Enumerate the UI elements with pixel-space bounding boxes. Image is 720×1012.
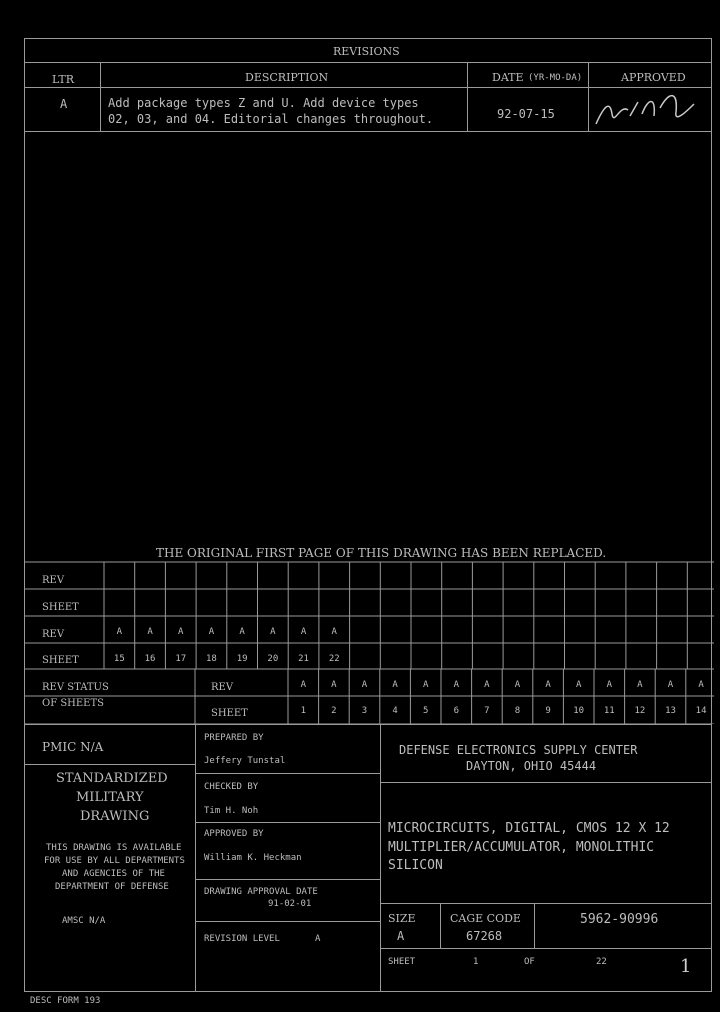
revisions-header: REVISIONS [333,45,400,58]
revision-level: A [315,934,321,944]
agency-name: DEFENSE ELECTRONICS SUPPLY CENTER [399,743,638,757]
lower-rev-cell: A [239,627,245,637]
amsc-label: AMSC N/A [62,916,106,926]
upper-rev-label: REV [42,575,65,586]
title-line2: MULTIPLIER/ACCUMULATOR, MONOLITHIC [388,840,655,855]
sheet-number: 1 [473,957,479,967]
revision-description-line2: 02, 03, and 04. Editorial changes throughout. [108,112,434,126]
approved-by-label: APPROVED BY [204,829,264,839]
rev-status-label-2: OF SHEETS [42,698,105,709]
sheet-of-label: OF [524,957,535,967]
revision-letter: A [60,97,68,111]
drawing-number: 5962-90996 [580,912,659,927]
approved-by-name: William K. Heckman [204,853,302,863]
main-sheet-cell: 7 [484,706,490,716]
main-rev-cell: A [545,680,551,690]
revision-description-line1: Add package types Z and U. Add device types [108,96,419,110]
form-number: DESC FORM 193 [30,996,101,1006]
rev-status-label-1: REV STATUS [42,682,109,693]
main-rev-label: REV [211,682,234,693]
ltr-column-header: LTR [52,73,75,86]
main-rev-cell: A [514,680,521,690]
lower-sheet-cell: 21 [298,654,309,664]
pmic-label: PMIC N/A [42,740,104,754]
approval-date-label: DRAWING APPROVAL DATE [204,887,318,897]
main-rev-cell: A [667,680,674,690]
replaced-notice: THE ORIGINAL FIRST PAGE OF THIS DRAWING HAS BEEN REPLACED. [156,546,607,560]
standardized-line2: MILITARY [76,790,144,805]
standardized-line3: DRAWING [80,809,150,824]
main-sheet-cell: 12 [634,706,646,716]
title-line1: MICROCIRCUITS, DIGITAL, CMOS 12 X 12 [388,821,670,836]
availability-line1: THIS DRAWING IS AVAILABLE [46,843,182,853]
prepared-by-label: PREPARED BY [204,733,264,743]
main-sheet-cell: 10 [573,706,585,716]
lower-sheet-label: SHEET [42,655,79,666]
main-rev-cell: A [698,680,704,690]
sheet-label: SHEET [388,957,416,967]
agency-address: DAYTON, OHIO 45444 [466,759,597,773]
date-column-header: DATE [492,71,524,84]
main-rev-cell: A [575,680,582,690]
lower-rev-cell: A [116,627,123,637]
lower-rev-cell: A [147,627,153,637]
lower-rev-cell: A [331,627,337,637]
lower-rev-cell: A [178,627,184,637]
size-label: SIZE [388,912,416,925]
main-rev-cell: A [361,680,368,690]
lower-rev-cell: A [208,627,215,637]
revision-status-grid [24,560,714,724]
lower-sheet-cell: 15 [113,654,125,664]
main-sheet-cell: 6 [453,706,459,716]
approval-signature [590,86,710,132]
checked-by-name: Tim H. Noh [204,806,259,816]
main-sheet-cell: 2 [331,706,337,716]
main-rev-cell: A [453,680,459,690]
main-sheet-cell: 14 [695,706,707,716]
main-sheet-label: SHEET [211,708,248,719]
revision-date: 92-07-15 [497,107,555,121]
main-sheet-cell: 5 [422,706,429,716]
main-rev-cell: A [484,680,490,690]
approval-date: 91-02-01 [268,899,312,909]
main-sheet-cell: 3 [361,706,368,716]
main-rev-cell: A [637,680,643,690]
lower-sheet-cell: 17 [175,654,187,664]
main-rev-cell: A [422,680,429,690]
lower-rev-cell: A [300,627,307,637]
description-column-header: DESCRIPTION [245,71,329,84]
main-sheet-cell: 13 [665,706,676,716]
lower-sheet-cell: 19 [236,654,248,664]
availability-line2: FOR USE BY ALL DEPARTMENTS [44,856,185,866]
main-sheet-cell: 11 [603,706,615,716]
approved-column-header: APPROVED [621,71,686,84]
main-rev-cell: A [392,680,398,690]
main-rev-cell: A [300,680,306,690]
lower-sheet-cell: 20 [267,654,279,664]
main-sheet-cell: 8 [514,706,521,716]
lower-sheet-cell: 16 [144,654,156,664]
cage-code-value: 67268 [466,929,503,943]
lower-sheet-cell: 18 [206,654,217,664]
lower-rev-label: REV [42,629,65,640]
main-sheet-cell: 4 [392,706,398,716]
page-mark: 1 [680,956,692,977]
title-line3: SILICON [388,858,443,873]
revision-level-label: REVISION LEVEL [204,934,280,944]
main-sheet-cell: 9 [545,706,551,716]
size-value: A [397,929,405,943]
cage-code-label: CAGE CODE [450,912,521,925]
sheet-total: 22 [596,957,607,967]
standardized-line1: STANDARDIZED [56,771,168,786]
lower-rev-cell: A [270,627,276,637]
main-rev-cell: A [606,680,612,690]
checked-by-label: CHECKED BY [204,782,259,792]
availability-line3: AND AGENCIES OF THE [62,869,165,879]
date-format-label: (YR-MO-DA) [528,73,583,83]
main-rev-cell: A [331,680,337,690]
lower-sheet-cell: 22 [328,654,340,664]
main-sheet-cell: 1 [300,706,306,716]
prepared-by-name: Jeffery Tunstal [204,756,286,766]
availability-line4: DEPARTMENT OF DEFENSE [55,882,169,892]
upper-sheet-label: SHEET [42,602,79,613]
